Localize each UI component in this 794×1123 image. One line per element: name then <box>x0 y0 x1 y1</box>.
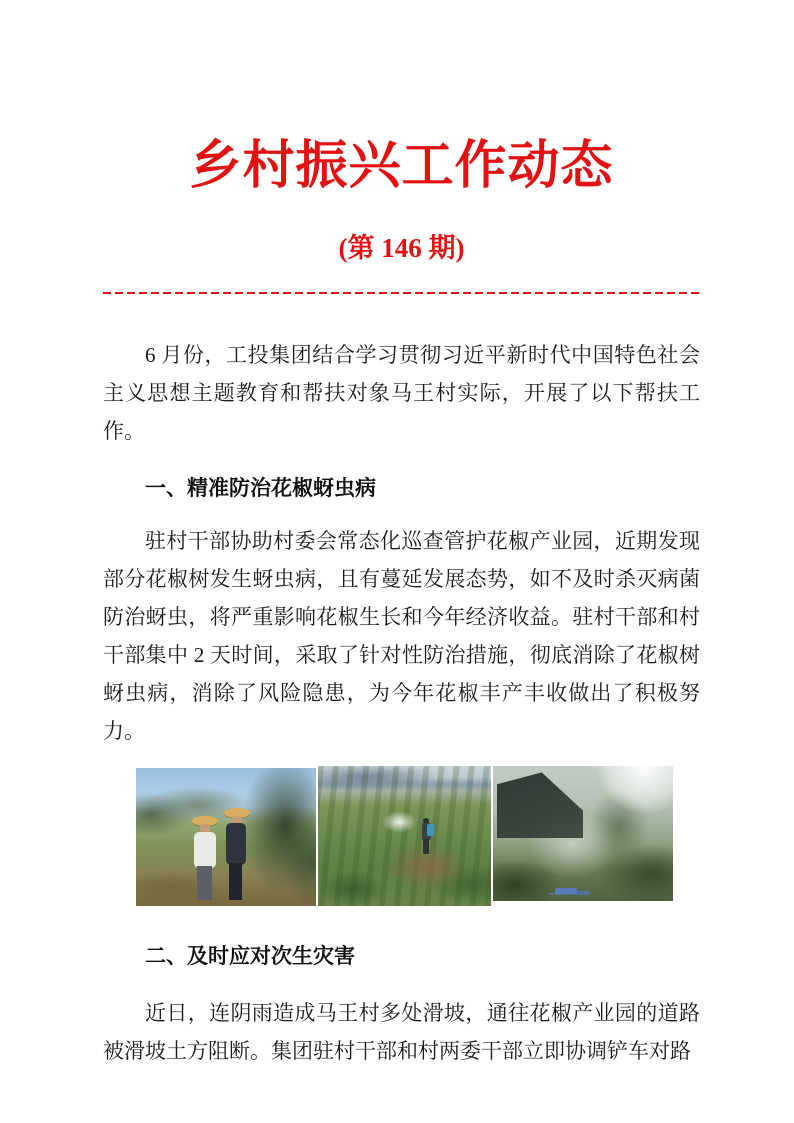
page-title: 乡村振兴工作动态 <box>189 138 614 195</box>
shed-silhouette-shape <box>497 772 583 838</box>
photo-worker-spraying-orchard <box>318 766 491 906</box>
legs-shape <box>229 863 242 900</box>
legs-shape <box>423 839 429 854</box>
section-2-heading: 二、及时应对次生灾害 <box>145 945 355 969</box>
intro-paragraph: 6 月份，工投集团结合学习贯彻习近平新时代中国特色社会主义思想主题教育和帮扶对象马王村实际，开展了以下帮扶工作。 <box>103 343 700 444</box>
issue-number: (第 146 期) <box>338 233 465 264</box>
sprayer-backpack-shape <box>427 824 434 836</box>
dashed-divider <box>103 292 700 295</box>
farmer-figure-white-shirt <box>192 816 218 900</box>
photo-orchard-shed-sun-glare <box>493 766 673 901</box>
sprayer-worker-figure <box>419 818 434 854</box>
section-1-body: 驻村干部协助村委会常态化巡查管护花椒产业园，近期发现部分花椒树发生蚜虫病，且有蔓延发展态势，如不及时杀灭病菌防治蚜虫，将严重影响花椒生长和今年经济收益。驻村干部和村干部集中 2 天时间，采取了针对性防治措施，彻底消除了花椒树蚜虫病，消除了风险隐患，为今年花椒丰产丰收做出了积极努力。 <box>103 529 700 744</box>
farmer-figure-dark-shirt <box>224 808 248 900</box>
section-1-heading: 一、精准防治花椒蚜虫病 <box>145 477 376 501</box>
photo-row <box>136 766 673 906</box>
torso-shape <box>194 832 216 868</box>
torso-shape <box>226 823 246 865</box>
legs-shape <box>197 866 212 900</box>
blue-tarp-shape <box>555 888 577 894</box>
section-2-body: 近日，连阴雨造成马王村多处滑坡，通往花椒产业园的道路被滑坡土方阻断。集团驻村干部和村两委干部立即协调铲车对路 <box>103 1001 700 1064</box>
photo-farmers-inspecting-pepper-trees <box>136 768 316 906</box>
